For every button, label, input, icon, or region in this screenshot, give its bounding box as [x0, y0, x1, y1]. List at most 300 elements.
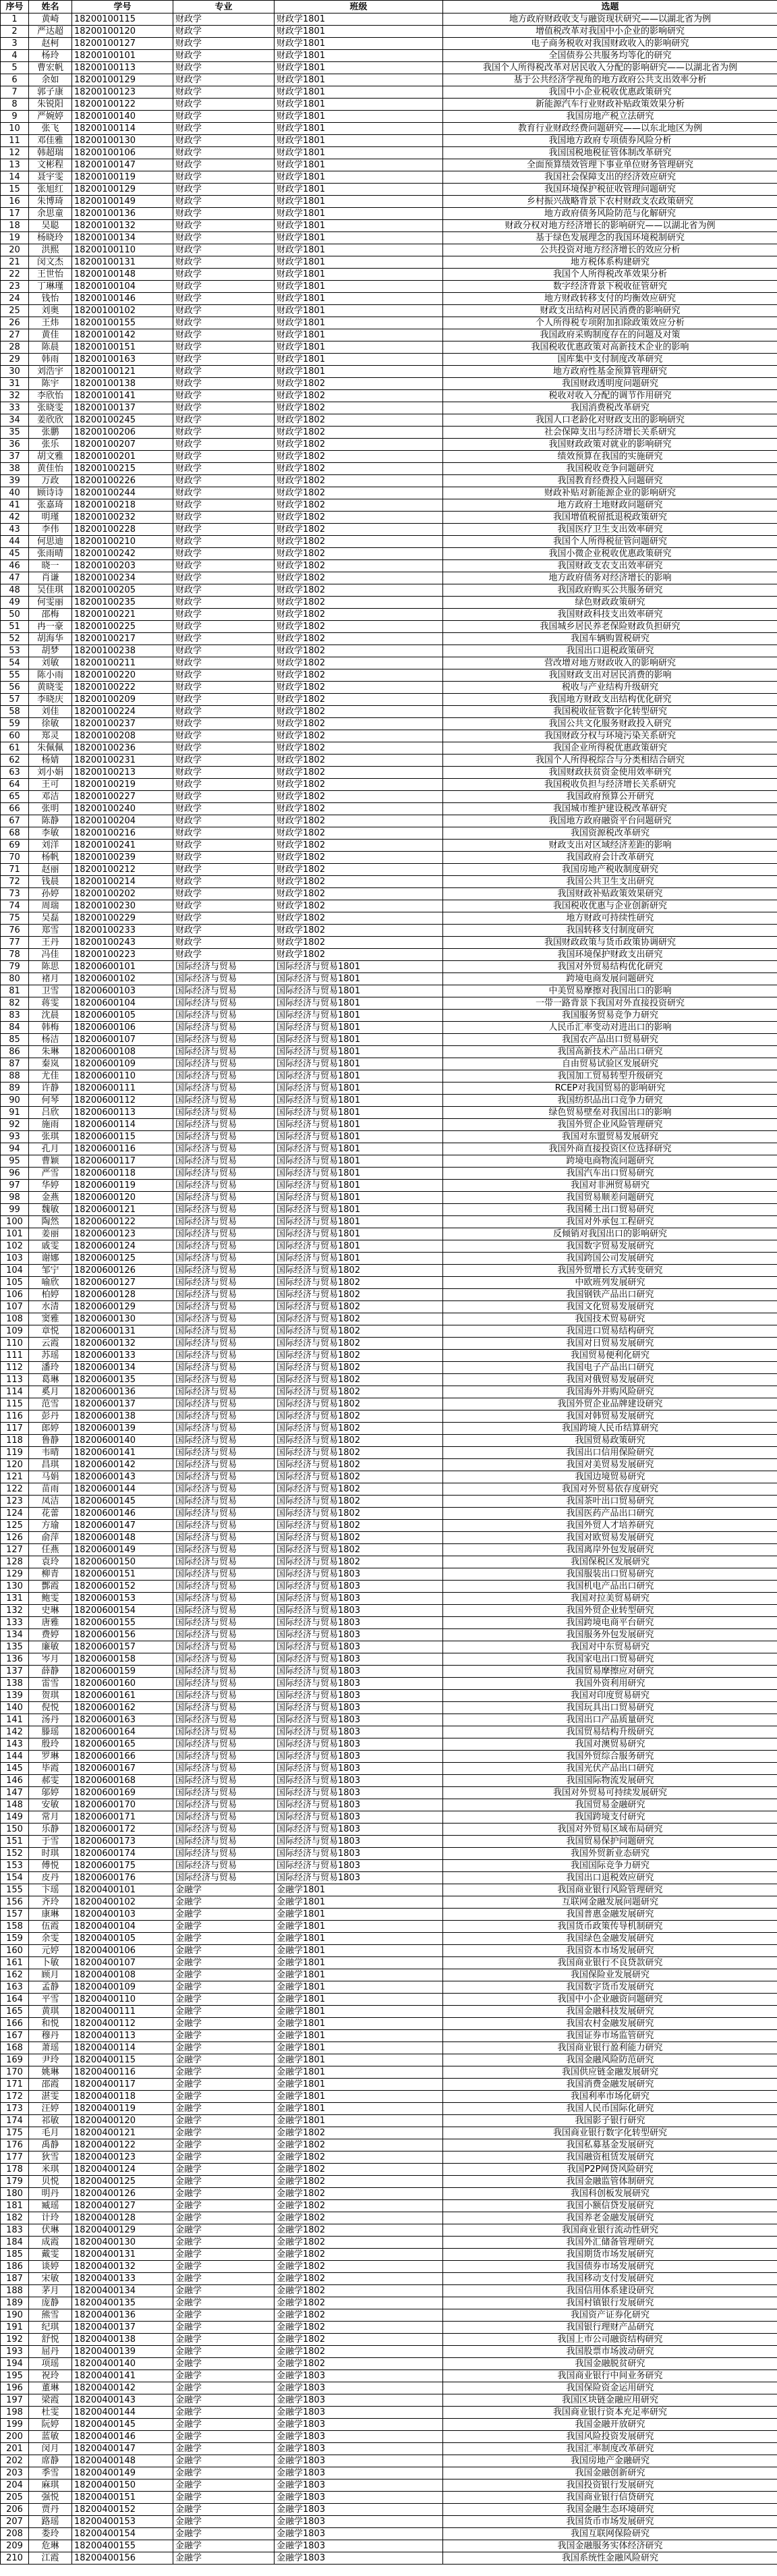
topic-cell: 我国环境保护财政支出研究: [443, 949, 777, 961]
row-seq: 68: [1, 827, 29, 840]
major-cell: 财政学: [173, 354, 275, 366]
topic-cell: 我国资本市场发展研究: [443, 1945, 777, 1957]
table-row: [1, 1994, 777, 2006]
class-cell: 金融学1802: [275, 2139, 443, 2152]
student-id: 18200400151: [72, 2492, 173, 2504]
topic-cell: 互联网金融发展问题研究: [443, 1896, 777, 1909]
table-row: [1, 1726, 777, 1738]
major-cell: 金融学: [173, 2322, 275, 2334]
table-row: [1, 281, 777, 293]
student-id: 18200100131: [72, 256, 173, 269]
student-id: 18200600106: [72, 1022, 173, 1034]
student-id: 18200100237: [72, 718, 173, 730]
student-name: 强悦: [29, 2492, 72, 2504]
major-cell: 国际经济与贸易: [173, 1447, 275, 1459]
student-id: 18200100217: [72, 633, 173, 645]
major-cell: 国际经济与贸易: [173, 1398, 275, 1410]
class-cell: 金融学1801: [275, 1896, 443, 1909]
row-seq: 135: [1, 1641, 29, 1653]
table-row: [1, 38, 777, 50]
class-cell: 国际经济与贸易1802: [275, 1532, 443, 1544]
student-name: 梁霞: [29, 2394, 72, 2407]
row-seq: 29: [1, 354, 29, 366]
row-seq: 76: [1, 925, 29, 937]
student-name: 穆丹: [29, 2030, 72, 2042]
major-cell: 金融学: [173, 1896, 275, 1909]
class-cell: 金融学1801: [275, 2066, 443, 2079]
class-cell: 金融学1802: [275, 2152, 443, 2164]
table-row: [1, 1738, 777, 1751]
topic-cell: 我国证券市场监管研究: [443, 2030, 777, 2042]
table-row: [1, 706, 777, 718]
class-cell: 国际经济与贸易1801: [275, 1168, 443, 1180]
topic-cell: 我国金融风险防范研究: [443, 2054, 777, 2066]
topic-cell: 地方政府财政收支与融资现状研究——以湖北省为例: [443, 13, 777, 26]
table-row: [1, 463, 777, 475]
class-cell: 财政学1801: [275, 305, 443, 317]
student-id: 18200100113: [72, 62, 173, 74]
topic-cell: 我国财政扶贫资金使用效率研究: [443, 767, 777, 779]
row-seq: 118: [1, 1435, 29, 1447]
row-seq: 30: [1, 366, 29, 378]
row-seq: 33: [1, 402, 29, 414]
row-seq: 163: [1, 1981, 29, 1994]
class-cell: 财政学1802: [275, 730, 443, 742]
topic-cell: 我国对韩贸易发展研究: [443, 1410, 777, 1423]
student-id: 18200100137: [72, 402, 173, 414]
class-cell: 金融学1801: [275, 2091, 443, 2103]
student-name: 方瑜: [29, 1520, 72, 1532]
row-seq: 146: [1, 1775, 29, 1787]
topic-cell: 我国出口产品质量研究: [443, 1714, 777, 1726]
table-row: [1, 366, 777, 378]
student-name: 陈晨: [29, 341, 72, 354]
class-cell: 国际经济与贸易1803: [275, 1836, 443, 1848]
student-id: 18200100127: [72, 38, 173, 50]
table-row: [1, 1313, 777, 1325]
student-name: 何思迪: [29, 536, 72, 548]
student-name: 臧瑶: [29, 2200, 72, 2212]
table-row: [1, 767, 777, 779]
table-row: [1, 13, 777, 26]
major-cell: 财政学: [173, 900, 275, 912]
class-cell: 国际经济与贸易1802: [275, 1447, 443, 1459]
student-id: 18200100210: [72, 536, 173, 548]
table-row: [1, 1860, 777, 1872]
row-seq: 19: [1, 232, 29, 244]
row-seq: 88: [1, 1070, 29, 1083]
topic-cell: 中美贸易摩擦对我国出口的影响: [443, 985, 777, 997]
student-name: 麻琪: [29, 2479, 72, 2492]
class-cell: 国际经济与贸易1803: [275, 1775, 443, 1787]
topic-cell: 我国金融创新研究: [443, 2467, 777, 2479]
row-seq: 20: [1, 244, 29, 256]
row-seq: 105: [1, 1277, 29, 1289]
major-cell: 金融学: [173, 2358, 275, 2370]
row-seq: 155: [1, 1884, 29, 1896]
topic-cell: 我国地方政府专项债券风险分析: [443, 135, 777, 147]
class-cell: 金融学1801: [275, 1909, 443, 1921]
table-row: [1, 232, 777, 244]
topic-cell: 我国跨境电商平台研究: [443, 1617, 777, 1629]
student-name: 张飞: [29, 123, 72, 135]
table-row: [1, 1714, 777, 1726]
student-name: 华婷: [29, 1180, 72, 1192]
student-name: 凤洁: [29, 1496, 72, 1508]
student-id: 18200400118: [72, 2091, 173, 2103]
student-id: 18200600159: [72, 1666, 173, 1678]
topic-cell: 地方财政可持续性研究: [443, 912, 777, 925]
major-cell: 国际经济与贸易: [173, 1508, 275, 1520]
student-name: 朱博琦: [29, 196, 72, 208]
major-cell: 金融学: [173, 2407, 275, 2419]
topic-cell: 我国金融生态环境研究: [443, 2504, 777, 2516]
student-id: 18200400132: [72, 2261, 173, 2273]
table-row: [1, 1325, 777, 1338]
major-cell: 财政学: [173, 111, 275, 123]
table-row: [1, 2018, 777, 2030]
student-name: 韩超瑞: [29, 147, 72, 159]
student-id: 18200400141: [72, 2370, 173, 2382]
row-seq: 60: [1, 730, 29, 742]
class-cell: 国际经济与贸易1801: [275, 1192, 443, 1204]
major-cell: 财政学: [173, 487, 275, 499]
student-name: 熊雪: [29, 2309, 72, 2322]
student-id: 18200600149: [72, 1544, 173, 1556]
student-name: 毕霞: [29, 1763, 72, 1775]
major-cell: 财政学: [173, 244, 275, 256]
row-seq: 204: [1, 2479, 29, 2492]
table-row: [1, 2540, 777, 2552]
class-cell: 国际经济与贸易1802: [275, 1374, 443, 1386]
student-id: 18200100155: [72, 317, 173, 329]
table-row: [1, 74, 777, 86]
row-seq: 77: [1, 937, 29, 949]
class-cell: 国际经济与贸易1803: [275, 1568, 443, 1581]
topic-cell: 我国技术贸易研究: [443, 1313, 777, 1325]
student-id: 18200100211: [72, 657, 173, 669]
student-id: 18200600168: [72, 1775, 173, 1787]
student-id: 18200600171: [72, 1811, 173, 1824]
table-row: [1, 475, 777, 487]
student-id: 18200400103: [72, 1909, 173, 1921]
row-seq: 69: [1, 840, 29, 852]
table-row: [1, 791, 777, 803]
major-cell: 国际经济与贸易: [173, 1216, 275, 1228]
student-id: 18200100236: [72, 742, 173, 755]
major-cell: 财政学: [173, 755, 275, 767]
major-cell: 金融学: [173, 2212, 275, 2224]
class-cell: 金融学1802: [275, 2322, 443, 2334]
student-id: 18200400105: [72, 1933, 173, 1945]
student-name: 廉敏: [29, 1641, 72, 1653]
student-id: 18200400155: [72, 2540, 173, 2552]
student-id: 18200600114: [72, 1119, 173, 1131]
class-cell: 国际经济与贸易1803: [275, 1605, 443, 1617]
class-cell: 财政学1802: [275, 791, 443, 803]
row-seq: 48: [1, 584, 29, 597]
major-cell: 财政学: [173, 742, 275, 755]
class-cell: 国际经济与贸易1802: [275, 1556, 443, 1568]
student-id: 18200600117: [72, 1155, 173, 1168]
row-seq: 11: [1, 135, 29, 147]
table-row: [1, 1240, 777, 1253]
row-seq: 159: [1, 1933, 29, 1945]
student-id: 18200600162: [72, 1702, 173, 1714]
student-name: 苏瑶: [29, 1350, 72, 1362]
student-id: 18200600170: [72, 1799, 173, 1811]
topic-cell: 我国商业银行信贷研究: [443, 2492, 777, 2504]
student-id: 18200600129: [72, 1301, 173, 1313]
major-cell: 国际经济与贸易: [173, 1726, 275, 1738]
major-cell: 国际经济与贸易: [173, 1204, 275, 1216]
student-id: 18200600132: [72, 1338, 173, 1350]
student-name: 湛雯: [29, 2091, 72, 2103]
major-cell: 财政学: [173, 937, 275, 949]
table-row: [1, 2176, 777, 2188]
topic-cell: 地方政府债务对经济增长的影响: [443, 572, 777, 584]
student-id: 18200400137: [72, 2322, 173, 2334]
row-seq: 120: [1, 1459, 29, 1471]
row-seq: 170: [1, 2066, 29, 2079]
topic-cell: 我国玩具出口贸易研究: [443, 1702, 777, 1714]
major-cell: 国际经济与贸易: [173, 1374, 275, 1386]
student-name: 戴雯: [29, 2249, 72, 2261]
topic-cell: 我国农村金融发展研究: [443, 2018, 777, 2030]
major-cell: 国际经济与贸易: [173, 1313, 275, 1325]
major-cell: 财政学: [173, 232, 275, 244]
topic-cell: 电子商务税收对我国财政收入的影响研究: [443, 38, 777, 50]
topic-cell: 我国外贸增长方式转变研究: [443, 1265, 777, 1277]
topic-cell: 地方税体系构建研究: [443, 256, 777, 269]
table-row: [1, 1836, 777, 1848]
student-name: 袁玲: [29, 1556, 72, 1568]
student-name: 许静: [29, 1083, 72, 1095]
class-cell: 财政学1801: [275, 269, 443, 281]
student-id: 18200100231: [72, 755, 173, 767]
table-row: [1, 1568, 777, 1581]
student-id: 18200600123: [72, 1228, 173, 1240]
student-id: 18200100129: [72, 184, 173, 196]
topic-cell: 新能源汽车行业财政补贴政策效果分析: [443, 99, 777, 111]
row-seq: 61: [1, 742, 29, 755]
row-seq: 122: [1, 1483, 29, 1496]
table-row: [1, 2054, 777, 2066]
class-cell: 金融学1803: [275, 2455, 443, 2467]
topic-cell: 财政分权对地方经济增长的影响研究——以湖北省为例: [443, 220, 777, 232]
row-seq: 178: [1, 2164, 29, 2176]
row-seq: 126: [1, 1532, 29, 1544]
row-seq: 39: [1, 475, 29, 487]
class-cell: 财政学1802: [275, 876, 443, 888]
student-id: 18200400147: [72, 2443, 173, 2455]
class-cell: 国际经济与贸易1803: [275, 1581, 443, 1593]
row-seq: 94: [1, 1143, 29, 1155]
student-id: 18200100209: [72, 694, 173, 706]
row-seq: 8: [1, 99, 29, 111]
student-name: 伍霞: [29, 1921, 72, 1933]
topic-cell: 我国政府采购制度存在的问题及对策: [443, 329, 777, 341]
student-name: 屈丹: [29, 2346, 72, 2358]
student-id: 18200600143: [72, 1471, 173, 1483]
student-name: 王可: [29, 779, 72, 791]
major-cell: 财政学: [173, 657, 275, 669]
table-row: [1, 329, 777, 341]
class-cell: 国际经济与贸易1802: [275, 1471, 443, 1483]
major-cell: 财政学: [173, 402, 275, 414]
student-name: 张明: [29, 803, 72, 815]
student-id: 18200400146: [72, 2431, 173, 2443]
student-id: 18200100148: [72, 269, 173, 281]
topic-cell: 我国对东盟贸易发展研究: [443, 1131, 777, 1143]
class-cell: 国际经济与贸易1801: [275, 1083, 443, 1095]
student-id: 18200100224: [72, 706, 173, 718]
topic-cell: 营改增对地方财政收入的影响研究: [443, 657, 777, 669]
row-seq: 172: [1, 2091, 29, 2103]
row-seq: 203: [1, 2467, 29, 2479]
topic-cell: 我国个人所得税改革效果分析: [443, 269, 777, 281]
row-seq: 181: [1, 2200, 29, 2212]
student-name: 苗雨: [29, 1483, 72, 1496]
table-row: [1, 2492, 777, 2504]
class-cell: 国际经济与贸易1801: [275, 1204, 443, 1216]
row-seq: 71: [1, 864, 29, 876]
class-cell: 财政学1802: [275, 560, 443, 572]
major-cell: 国际经济与贸易: [173, 1046, 275, 1058]
student-name: 陶然: [29, 1216, 72, 1228]
topic-cell: 基于公共经济学视角的地方政府公共支出效率分析: [443, 74, 777, 86]
class-cell: 金融学1801: [275, 1994, 443, 2006]
topic-cell: 我国金融开放研究: [443, 2419, 777, 2431]
table-row: [1, 1398, 777, 1410]
topic-cell: 我国离岸外包发展研究: [443, 1544, 777, 1556]
topic-cell: 我国中小企业税收优惠政策研究: [443, 86, 777, 99]
class-cell: 财政学1802: [275, 682, 443, 694]
row-seq: 139: [1, 1690, 29, 1702]
table-row: [1, 1095, 777, 1107]
student-id: 18200100227: [72, 791, 173, 803]
topic-cell: 全面预算绩效管理下事业单位财务管理研究: [443, 159, 777, 171]
topic-cell: 我国区块链金融应用研究: [443, 2394, 777, 2407]
table-row: [1, 803, 777, 815]
class-cell: 财政学1801: [275, 50, 443, 62]
topic-cell: 我国稀土出口贸易研究: [443, 1204, 777, 1216]
table-row: [1, 1872, 777, 1884]
table-row: [1, 2006, 777, 2018]
row-seq: 37: [1, 451, 29, 463]
class-cell: 财政学1802: [275, 949, 443, 961]
table-row: [1, 2249, 777, 2261]
table-row: [1, 1811, 777, 1824]
table-row: [1, 1131, 777, 1143]
class-cell: 国际经济与贸易1803: [275, 1702, 443, 1714]
class-cell: 国际经济与贸易1801: [275, 1058, 443, 1070]
student-id: 18200600133: [72, 1350, 173, 1362]
major-cell: 国际经济与贸易: [173, 1556, 275, 1568]
topic-cell: 我国影子银行研究: [443, 2115, 777, 2127]
major-cell: 国际经济与贸易: [173, 1532, 275, 1544]
student-name: 常月: [29, 1811, 72, 1824]
major-cell: 金融学: [173, 2103, 275, 2115]
topic-cell: 我国汇率制度改革研究: [443, 2443, 777, 2455]
major-cell: 国际经济与贸易: [173, 1265, 275, 1277]
major-cell: 金融学: [173, 2200, 275, 2212]
topic-cell: 我国高新技术产品出口研究: [443, 1046, 777, 1058]
table-row: [1, 2370, 777, 2382]
header-topic: 选题: [443, 1, 777, 13]
row-seq: 193: [1, 2346, 29, 2358]
student-id: 18200600140: [72, 1435, 173, 1447]
table-row: [1, 451, 777, 463]
student-name: 陈思: [29, 961, 72, 973]
student-id: 18200600108: [72, 1046, 173, 1058]
topic-cell: 财政支出结构对居民消费的影响研究: [443, 305, 777, 317]
row-seq: 98: [1, 1192, 29, 1204]
table-row: [1, 572, 777, 584]
table-row: [1, 171, 777, 184]
student-id: 18200600145: [72, 1496, 173, 1508]
major-cell: 金融学: [173, 2431, 275, 2443]
major-cell: 财政学: [173, 293, 275, 305]
student-name: 张琪: [29, 1131, 72, 1143]
topic-cell: 数字经济背景下税收征管研究: [443, 281, 777, 293]
row-seq: 111: [1, 1350, 29, 1362]
table-row: [1, 1921, 777, 1933]
student-id: 18200100235: [72, 597, 173, 609]
major-cell: 国际经济与贸易: [173, 1022, 275, 1034]
major-cell: 金融学: [173, 2346, 275, 2358]
student-name: 赵柯: [29, 38, 72, 50]
topic-cell: 我国对中东贸易研究: [443, 1641, 777, 1653]
topic-cell: 我国科创板发展研究: [443, 2188, 777, 2200]
table-row: [1, 293, 777, 305]
row-seq: 161: [1, 1957, 29, 1969]
table-row: [1, 2297, 777, 2309]
major-cell: 金融学: [173, 2079, 275, 2091]
row-seq: 65: [1, 791, 29, 803]
table-row: [1, 1751, 777, 1763]
row-seq: 147: [1, 1787, 29, 1799]
table-row: [1, 633, 777, 645]
student-id: 18200100213: [72, 767, 173, 779]
topic-cell: 财政支出对区域经济差距的影响: [443, 840, 777, 852]
row-seq: 42: [1, 512, 29, 524]
student-name: 彭丹: [29, 1410, 72, 1423]
class-cell: 国际经济与贸易1803: [275, 1738, 443, 1751]
student-id: 18200400114: [72, 2042, 173, 2054]
major-cell: 国际经济与贸易: [173, 1301, 275, 1313]
major-cell: 国际经济与贸易: [173, 1678, 275, 1690]
class-cell: 财政学1801: [275, 293, 443, 305]
table-row: [1, 1423, 777, 1435]
student-id: 18200600161: [72, 1690, 173, 1702]
class-cell: 金融学1801: [275, 1957, 443, 1969]
major-cell: 金融学: [173, 2164, 275, 2176]
student-id: 18200600148: [72, 1532, 173, 1544]
major-cell: 金融学: [173, 2139, 275, 2152]
student-name: 鲁静: [29, 1435, 72, 1447]
student-id: 18200400139: [72, 2346, 173, 2358]
topic-cell: 我国海外并购风险研究: [443, 1386, 777, 1398]
row-seq: 177: [1, 2152, 29, 2164]
table-row: [1, 1083, 777, 1095]
class-cell: 金融学1802: [275, 2309, 443, 2322]
row-seq: 174: [1, 2115, 29, 2127]
class-cell: 财政学1802: [275, 451, 443, 463]
student-name: 胡海华: [29, 633, 72, 645]
student-id: 18200100215: [72, 463, 173, 475]
topic-cell: 我国P2P网贷风险研究: [443, 2164, 777, 2176]
